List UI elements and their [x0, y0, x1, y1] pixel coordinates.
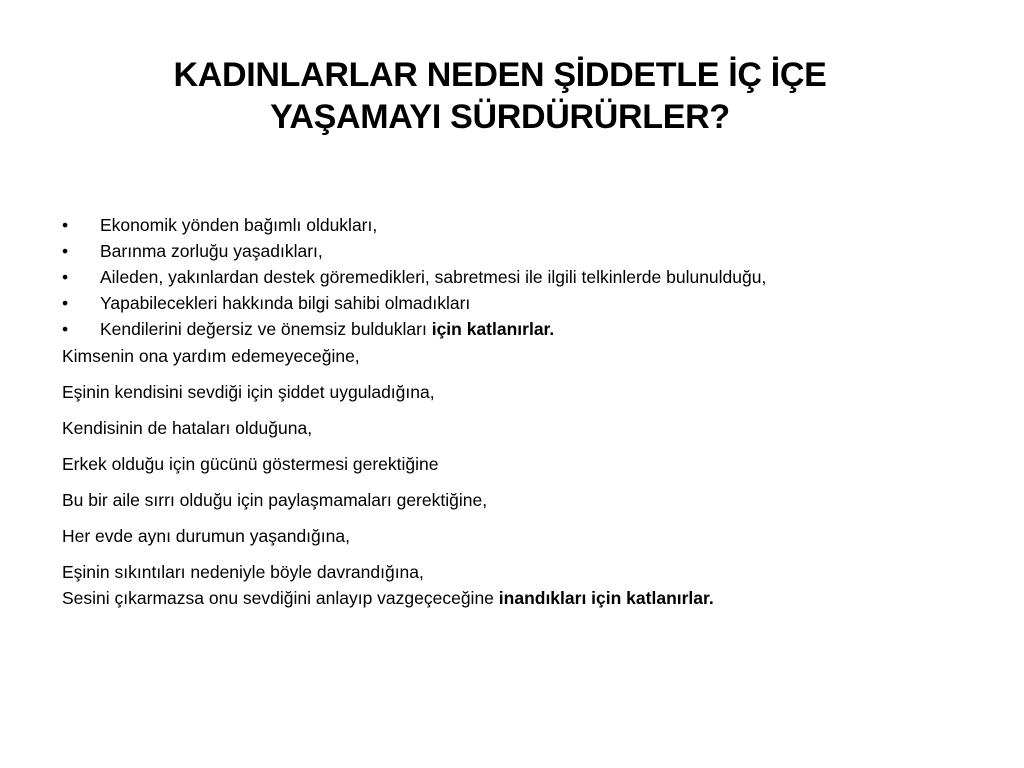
paragraph — [62, 346, 962, 366]
slide-title-line-2: YAŞAMAYI SÜRDÜRÜRLER? — [270, 98, 730, 136]
slide-body — [62, 216, 962, 608]
bullet-text: Barınma zorluğu yaşadıkları, — [100, 241, 323, 261]
bullet-list — [62, 216, 962, 339]
paragraph — [62, 588, 962, 608]
paragraph-text: Bu bir aile sırrı olduğu için paylaşmamaları gerektiğine, — [62, 490, 488, 510]
paragraph-text: Eşinin sıkıntıları nedeniyle böyle davrandığına, — [62, 562, 424, 582]
bullet-bold-text: için katlanırlar. — [431, 319, 555, 339]
paragraph-text: Eşinin kendisini sevdiği için şiddet uyguladığına, — [62, 382, 435, 402]
bullet-text: Kendilerini değersiz ve önemsiz buldukları — [100, 319, 432, 339]
bullet-item — [62, 268, 962, 287]
paragraph — [62, 562, 962, 582]
bullet-marker: • — [62, 215, 69, 235]
bullet-marker: • — [62, 319, 69, 339]
bullet-text: Ekonomik yönden bağımlı oldukları, — [100, 215, 378, 235]
bullet-item — [62, 294, 962, 313]
bullet-item — [62, 320, 962, 339]
bullet-marker: • — [62, 293, 69, 313]
paragraph-text: Kendisinin de hataları olduğuna, — [62, 418, 313, 438]
bullet-marker: • — [62, 267, 69, 287]
bullet-text: Aileden, yakınlardan destek göremedikleri, sabretmesi ile ilgili telkinlerde bulunulduğu, — [100, 267, 767, 287]
paragraph-text: Erkek olduğu için gücünü göstermesi gerektiğine — [62, 454, 439, 474]
paragraph-text: Her evde aynı durumun yaşandığına, — [62, 526, 350, 546]
paragraph-text: Sesini çıkarmazsa onu sevdiğini anlayıp vazgeçeceğine — [62, 588, 499, 608]
paragraph — [62, 490, 962, 510]
paragraph-bold-text: inandıkları için katlanırlar. — [498, 588, 714, 608]
paragraph-text: Kimsenin ona yardım edemeyeceğine, — [62, 346, 360, 366]
paragraph — [62, 418, 962, 438]
slide-title — [60, 54, 940, 138]
paragraph — [62, 382, 962, 402]
bullet-marker: • — [62, 241, 69, 261]
bullet-text: Yapabilecekleri hakkında bilgi sahibi olmadıkları — [100, 293, 471, 313]
slide-title-line-1: KADINLARLAR NEDEN ŞİDDETLE İÇ İÇE — [173, 56, 827, 94]
bullet-item — [62, 216, 962, 235]
paragraph — [62, 454, 962, 474]
bullet-item — [62, 242, 962, 261]
paragraph — [62, 526, 962, 546]
